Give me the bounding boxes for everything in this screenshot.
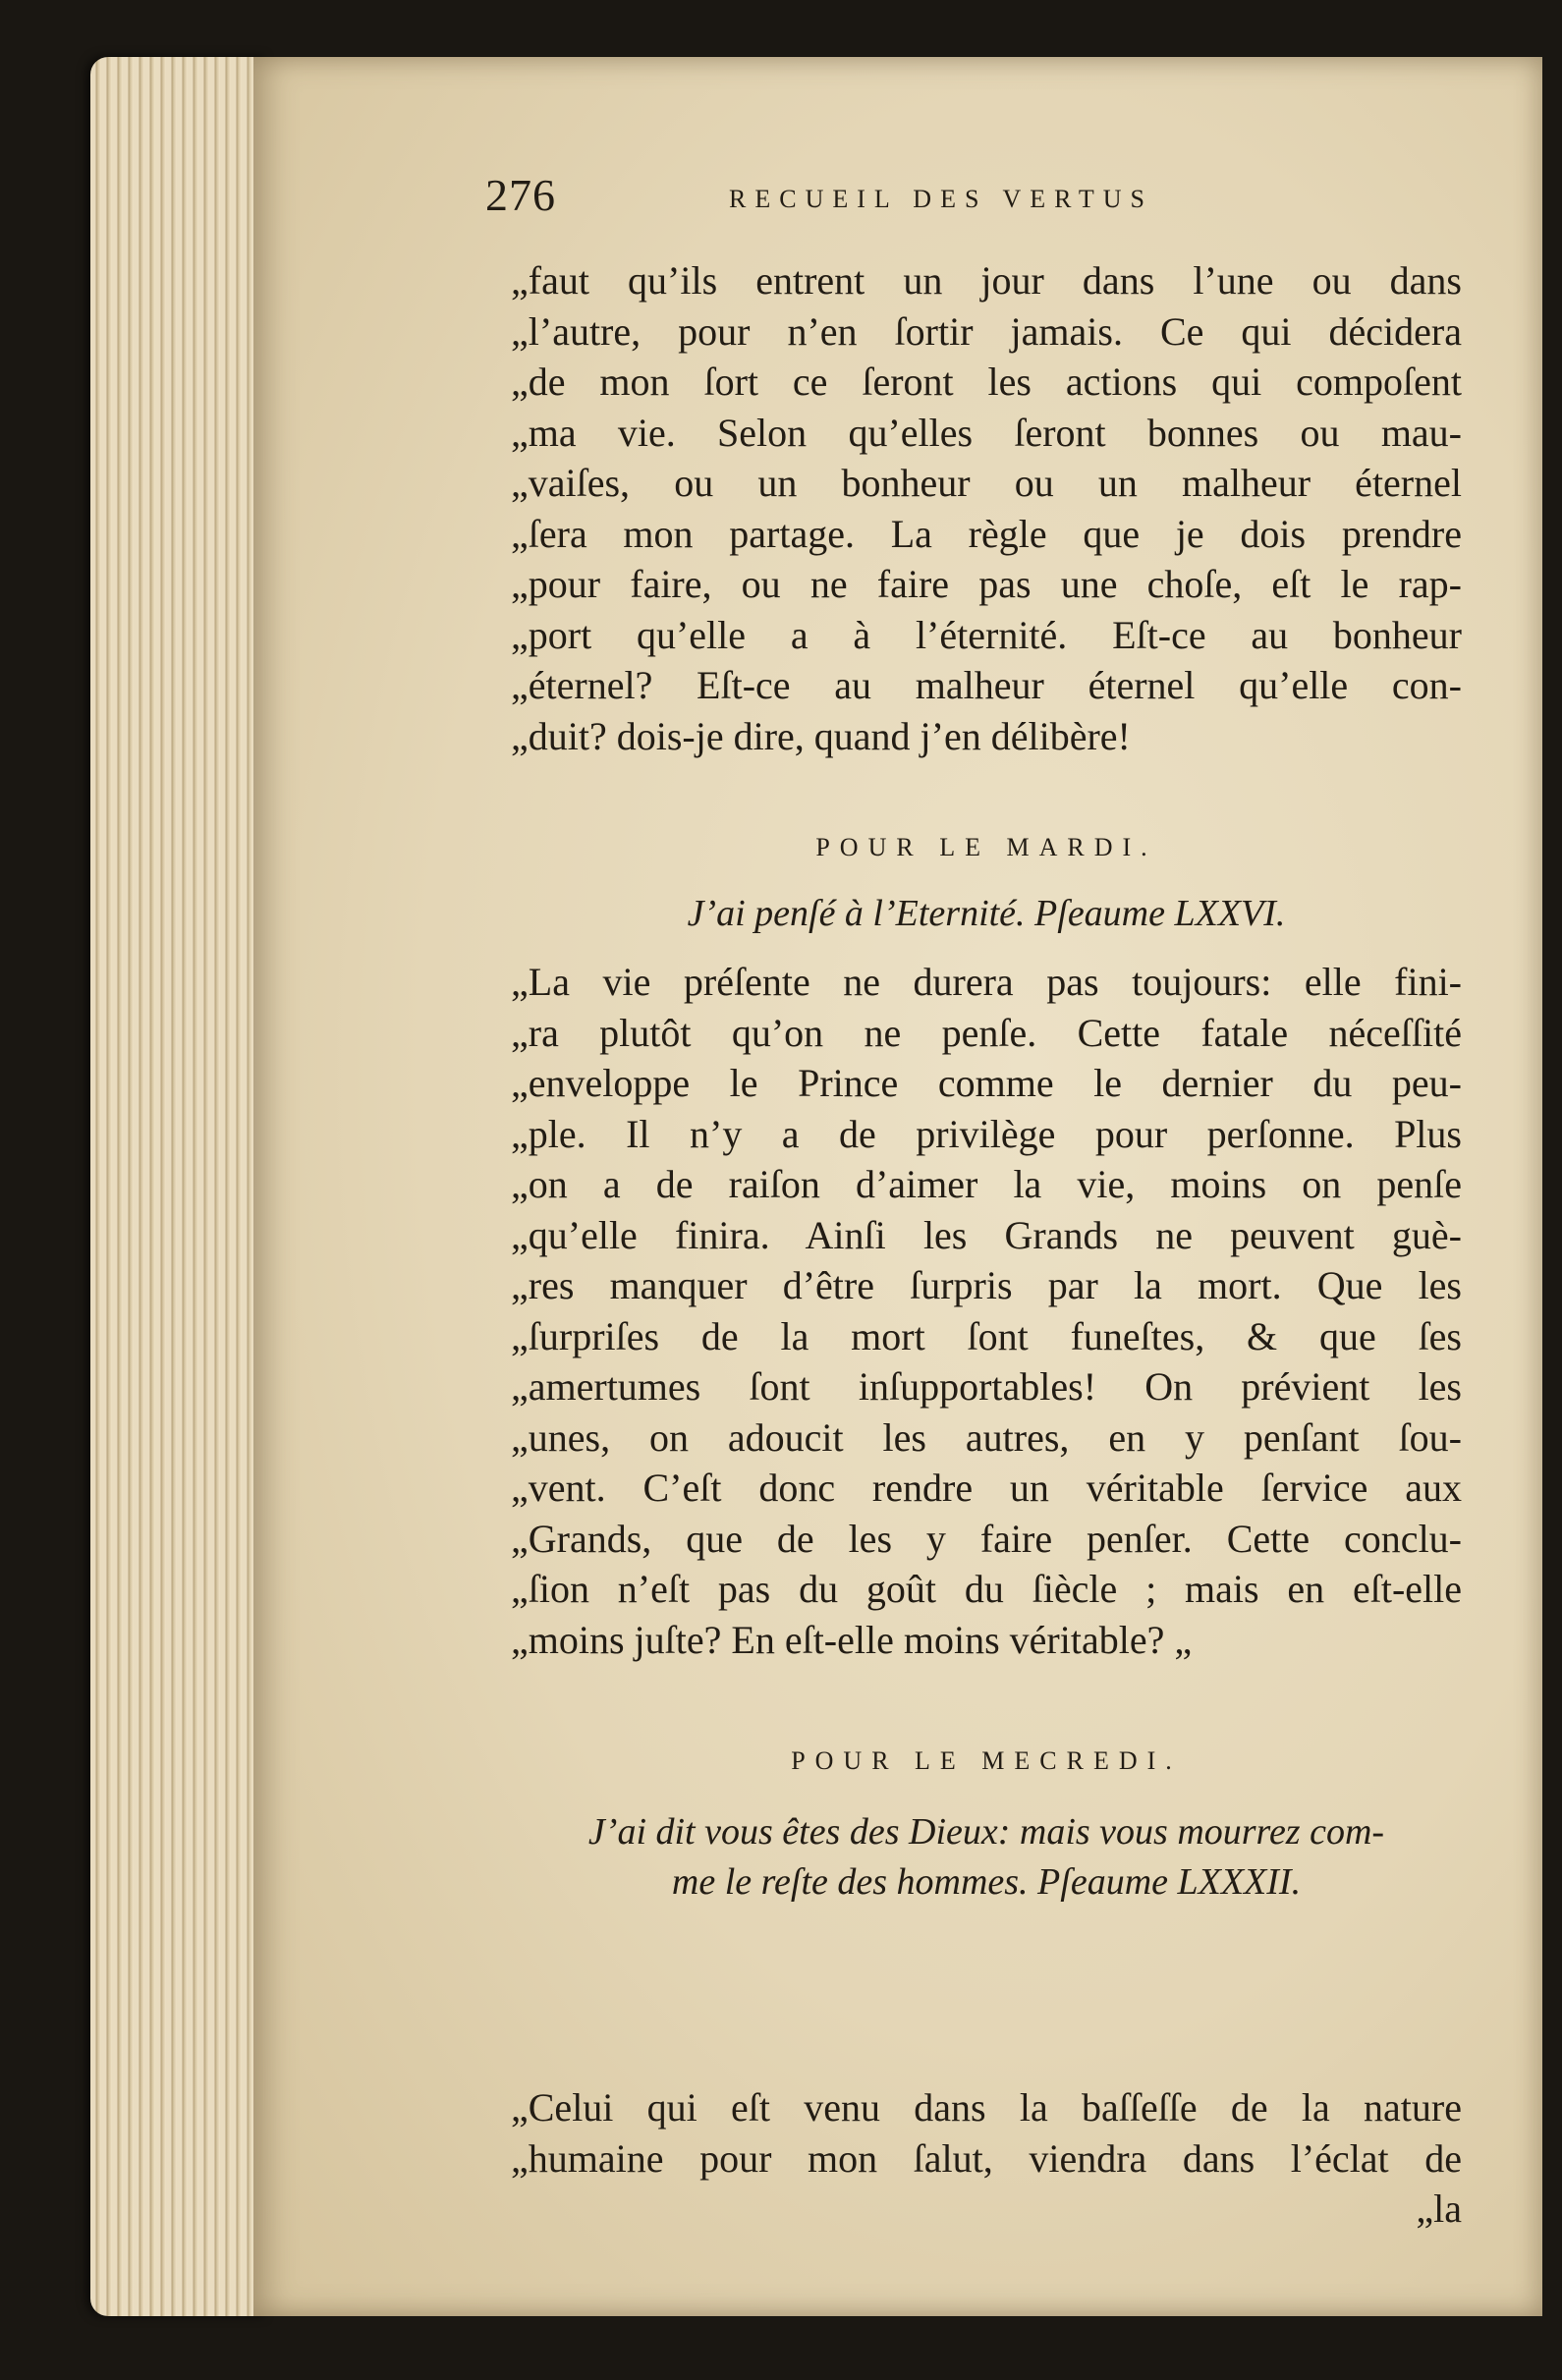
epigraph-line: me le reſte des hommes. Pſeaume LXXXII. xyxy=(671,1861,1302,1903)
page-number: 276 xyxy=(485,170,556,220)
section-title-wednesday: POUR LE MECREDI. xyxy=(791,1746,1182,1775)
text-line: „enveloppe le Prince comme le dernier du peu- xyxy=(511,1061,1462,1105)
epigraph-line: J’ai dit vous êtes des Dieux: mais vous mourrez com- xyxy=(587,1811,1385,1853)
text-line: „ra plutôt qu’on ne penſe. Cette fatale néceſſité xyxy=(511,1010,1462,1055)
paragraph-continued xyxy=(511,255,1462,761)
paragraph-tuesday xyxy=(511,957,1462,1665)
text-line: „ma vie. Selon qu’elles ſeront bonnes ou mau- xyxy=(511,410,1462,455)
running-title: RECUEIL DES VERTUS xyxy=(729,185,1154,213)
running-header xyxy=(485,169,1232,228)
text-line: „éternel? Eſt-ce au malheur éternel qu’elle con- xyxy=(511,663,1462,707)
epigraph-tuesday: J’ai penſé à l’Eternité. Pſeaume LXXVI. xyxy=(687,893,1286,934)
epigraph-wednesday xyxy=(511,1807,1462,1908)
catchword: „la xyxy=(1416,2186,1462,2231)
text-line: „faut qu’ils entrent un jour dans l’une ou dans xyxy=(511,258,1462,303)
section-title-tuesday: POUR LE MARDI. xyxy=(815,833,1157,861)
text-line: „de mon ſort ce ſeront les actions qui compoſent xyxy=(511,360,1462,404)
text-line: „duit? dois-je dire, quand j’en délibère! xyxy=(511,713,1131,758)
text-line: „ple. Il n’y a de privilège pour perſonne. Plus xyxy=(511,1111,1462,1156)
text-line: „qu’elle finira. Ainſi les Grands ne peuvent guè- xyxy=(511,1212,1462,1257)
paragraph-wednesday xyxy=(511,2082,1462,2235)
text-line: „humaine pour mon ſalut, viendra dans l’éclat de xyxy=(511,2135,1462,2181)
text-line: „l’autre, pour n’en ſortir jamais. Ce qui décidera xyxy=(511,308,1462,354)
text-line: „pour faire, ou ne faire pas une choſe, eſt le rap- xyxy=(511,562,1462,606)
text-line: „amertumes ſont inſupportables! On prévient les xyxy=(511,1364,1462,1409)
text-line: „vaiſes, ou un bonheur ou un malheur éternel xyxy=(511,461,1462,505)
text-line: „res manquer d’être ſurpris par la mort. Que les xyxy=(511,1263,1462,1307)
text-line: „ſion n’eſt pas du goût du ſiècle ; mais en eſt-elle xyxy=(511,1567,1462,1611)
text-line: „ſurpriſes de la mort ſont funeſtes, & que ſes xyxy=(511,1313,1462,1358)
text-line: „La vie préſente ne durera pas toujours: elle fini- xyxy=(511,960,1462,1004)
text-line: „Celui qui eſt venu dans la baſſeſſe de la nature xyxy=(511,2085,1462,2130)
page-edges xyxy=(90,57,267,2316)
text-line: „ſera mon partage. La règle que je dois prendre xyxy=(511,511,1462,556)
text-line: „port qu’elle a à l’éternité. Eſt-ce au bonheur xyxy=(511,612,1462,657)
text-line: „vent. C’eſt donc rendre un véritable ſervice aux xyxy=(511,1466,1462,1510)
text-line: „on a de raiſon d’aimer la vie, moins on penſe xyxy=(511,1162,1462,1206)
text-line: „unes, on adoucit les autres, en y penſant ſou- xyxy=(511,1414,1462,1460)
text-line: „moins juſte? En eſt-elle moins véritable? „ xyxy=(511,1617,1193,1662)
text-line: „Grands, que de les y faire penſer. Cette conclu- xyxy=(511,1516,1462,1561)
